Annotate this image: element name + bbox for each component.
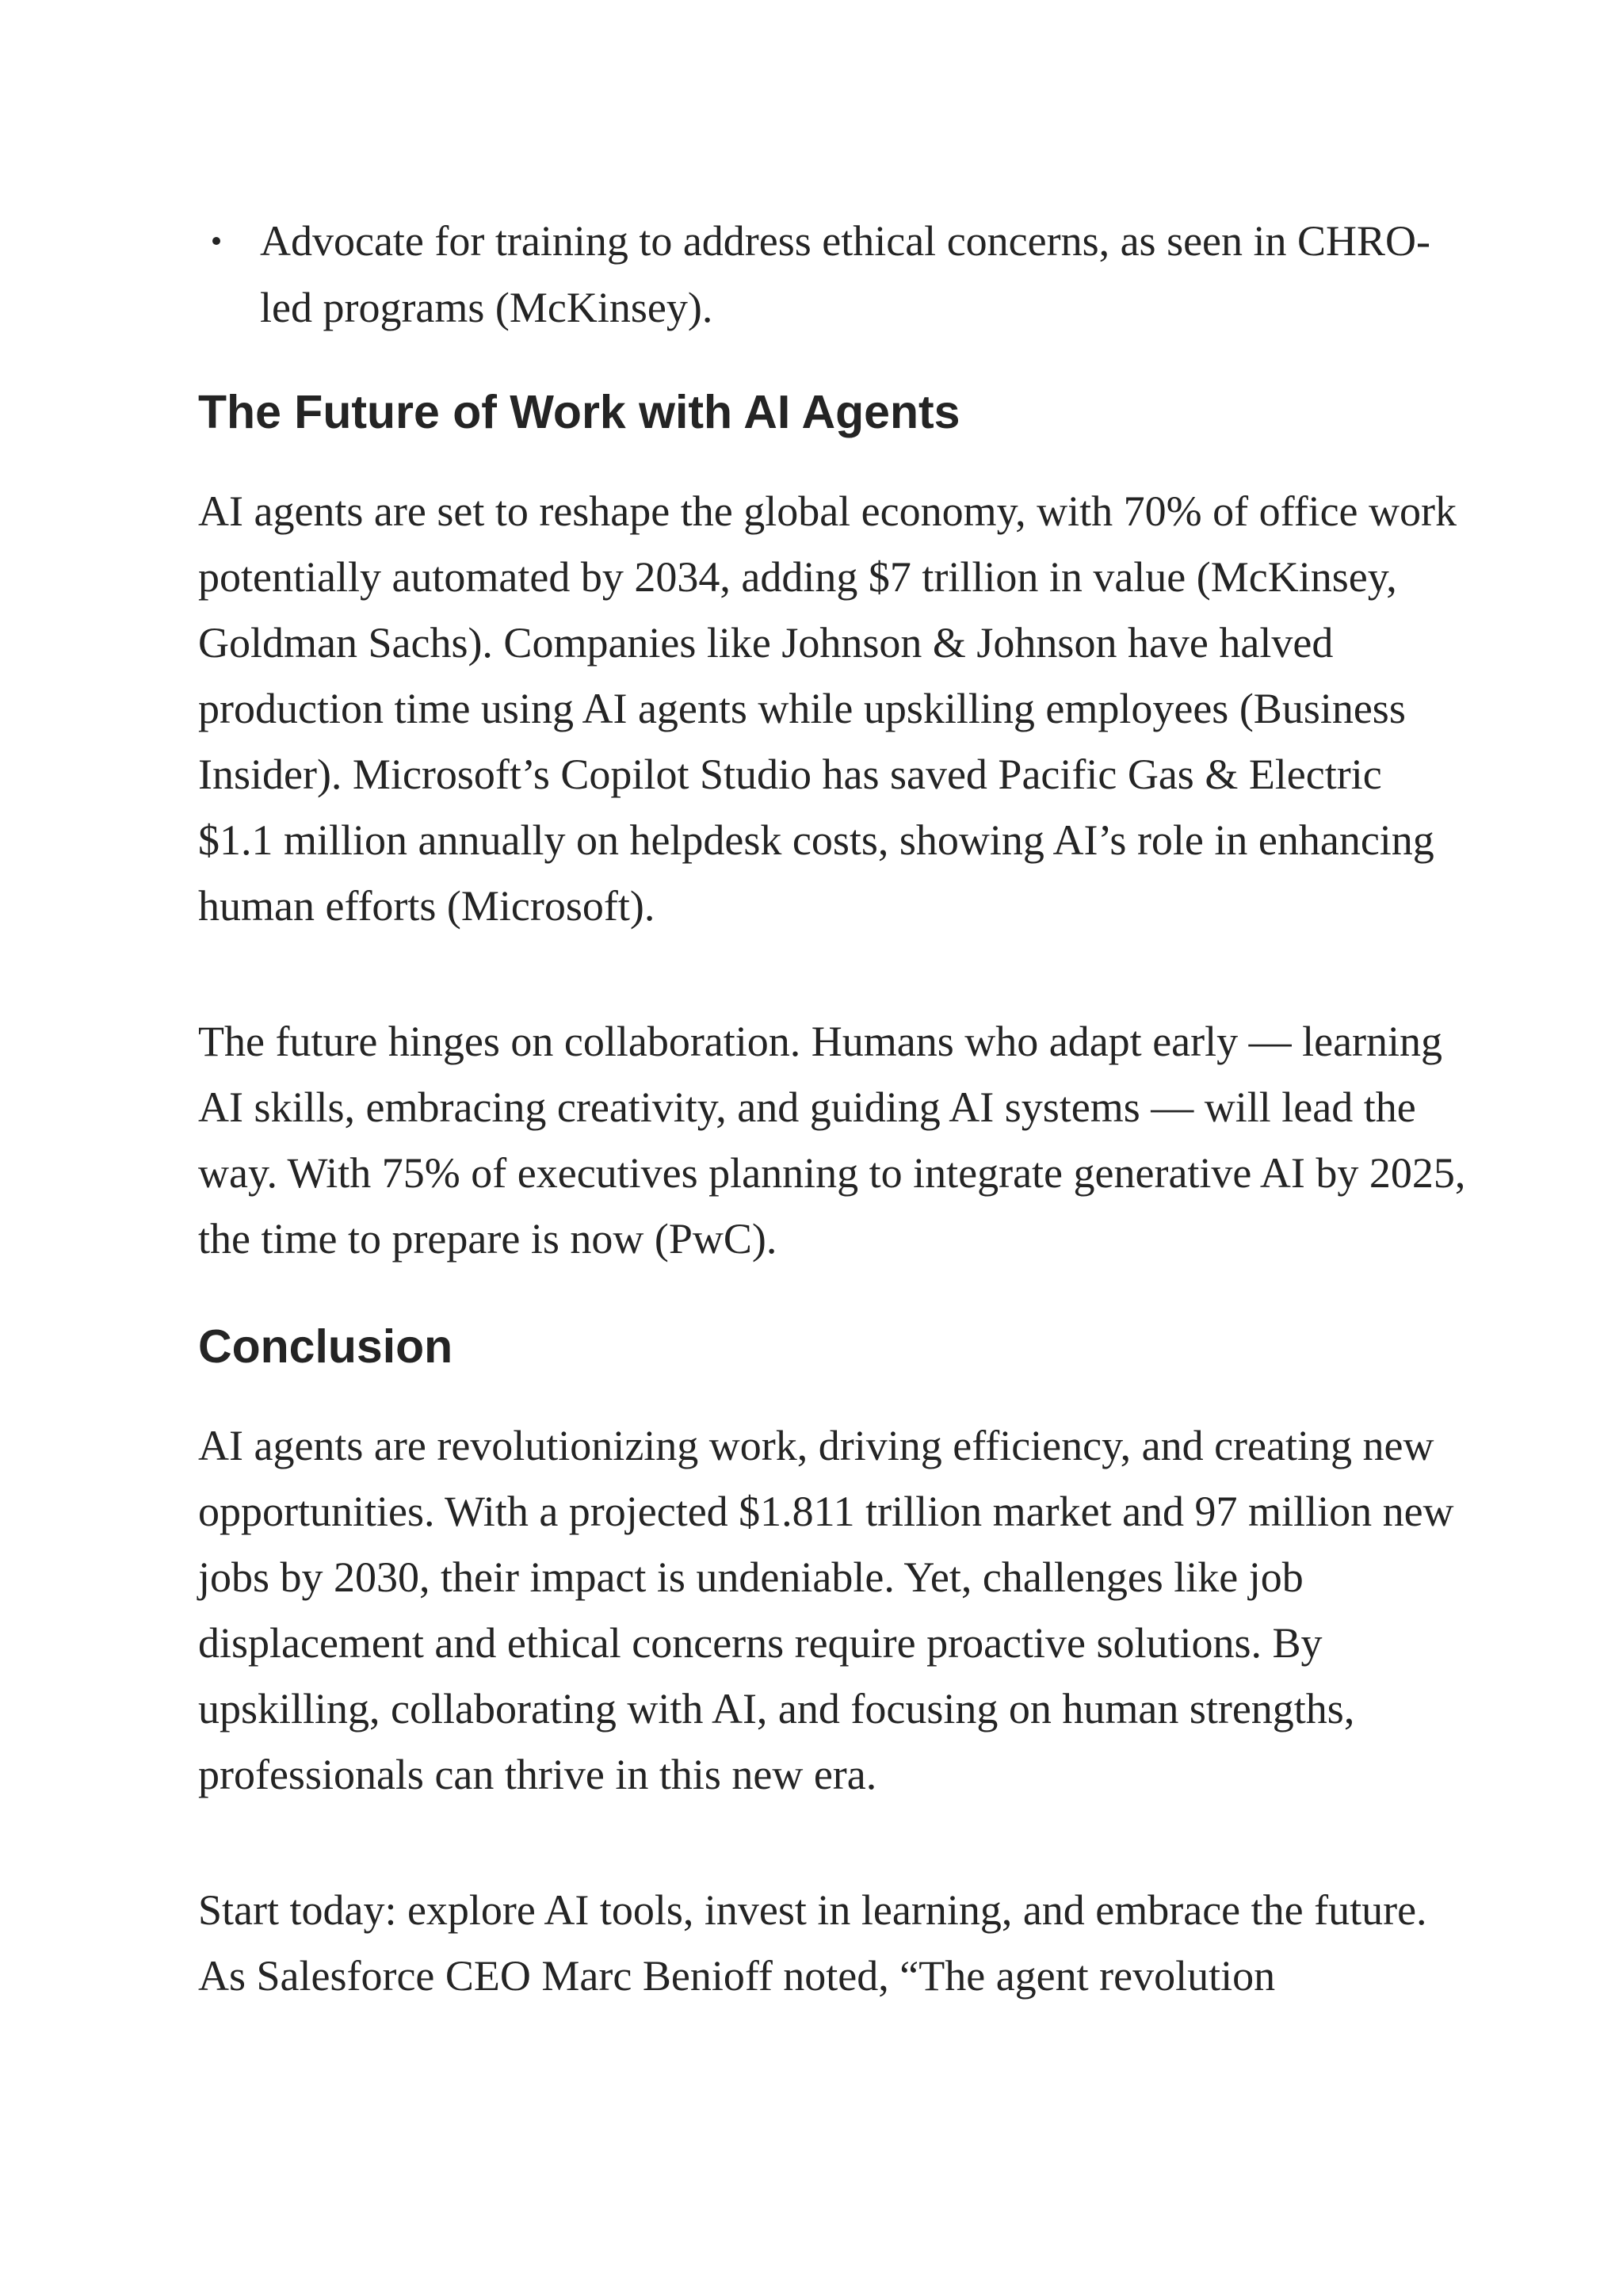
bullet-text: Advocate for training to address ethical concerns, as seen in CHRO-led programs (McKinsey).	[260, 217, 1431, 331]
document-page	[198, 208, 1466, 2009]
conclusion-paragraph-1: AI agents are revolutionizing work, driving efficiency, and creating new opportunities. With a projected $1.811 trillion market and 97 million new jobs by 2030, their impact is undeniable. Yet, challenges like job displacement and ethical concerns require proactive solutions. By upskilling, collaborating with AI, and focusing on human strengths, professionals can thrive in this new era.	[198, 1422, 1454, 1798]
bullet-dot-icon	[212, 237, 220, 245]
section-heading-future-of-work: The Future of Work with AI Agents	[198, 386, 960, 438]
bullet-list	[198, 208, 1466, 341]
future-paragraph-2: The future hinges on collaboration. Humans who adapt early — learning AI skills, embracing creativity, and guiding AI systems — will lead the way. With 75% of executives planning to integrate generative AI by 2025, the time to prepare is now (PwC).	[198, 1018, 1466, 1263]
section-heading-conclusion: Conclusion	[198, 1320, 453, 1373]
bullet-item	[198, 208, 1466, 341]
future-paragraph-1: AI agents are set to reshape the global economy, with 70% of office work potentially automated by 2034, adding $7 trillion in value (McKinsey, Goldman Sachs). Companies like Johnson & Johnson have halved production time using AI agents while upskilling employees (Business Insider). Microsoft’s Copilot Studio has saved Pacific Gas & Electric $1.1 million annually on helpdesk costs, showing AI’s role in enhancing human efforts (Microsoft).	[198, 487, 1457, 930]
conclusion-paragraph-2: Start today: explore AI tools, invest in learning, and embrace the future. As Salesforce CEO Marc Benioff noted, “The agent revolution	[198, 1886, 1427, 2000]
